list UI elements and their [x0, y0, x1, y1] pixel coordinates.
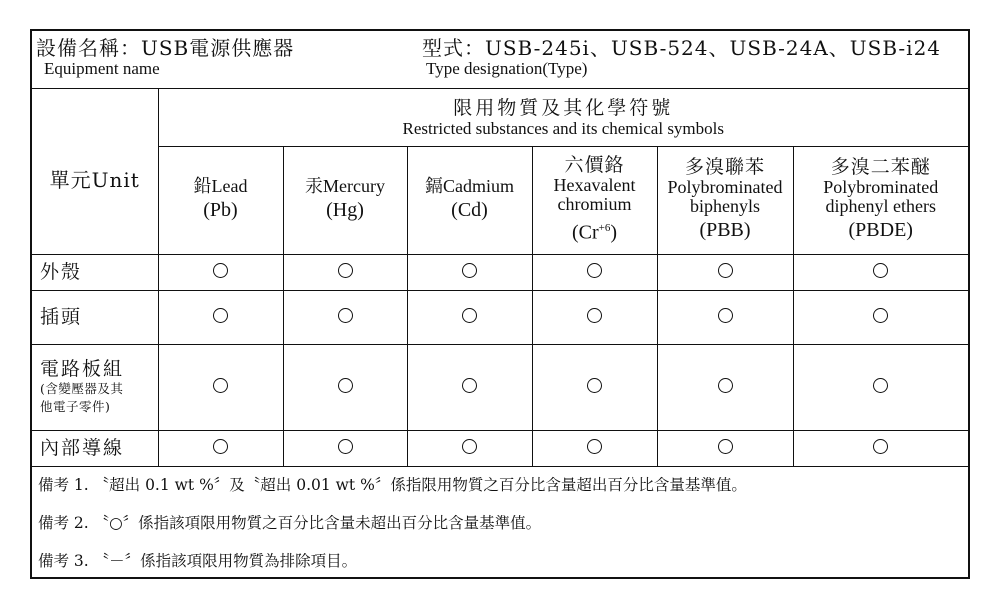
remark-1: 備考 1. 〝超出 0.1 wt %〞及〝超出 0.01 wt %〞係指限用物質之百分比含量超出百分比含量基準值。 [38, 476, 747, 494]
compliant-mark [338, 439, 353, 454]
chromium-symbol: $(Cr^{+6})$ [571, 221, 618, 244]
compliant-mark [718, 378, 733, 393]
compliant-mark [873, 439, 888, 454]
table-row [32, 430, 968, 466]
header-row [32, 31, 968, 89]
compliant-mark [718, 263, 733, 278]
restricted-header-en: Restricted substances and its chemical symbols [402, 118, 724, 138]
type-designation-en: Type designation(Type) [426, 59, 588, 78]
row-label-plug: 插頭 [32, 290, 158, 344]
equipment-name-zh: 設備名稱：USB電源供應器 [36, 36, 295, 60]
compliant-mark [462, 263, 477, 278]
compliant-mark [213, 439, 228, 454]
row-label-internal-wire: 內部導線 [32, 430, 158, 466]
equipment-name-en: Equipment name [44, 59, 160, 78]
compliant-mark [873, 308, 888, 323]
compliant-mark [213, 308, 228, 323]
substance-hexavalent-chromium: 六價鉻 Hexavalent chromium $(Cr^{+6})$ [532, 146, 657, 254]
compliant-mark [338, 378, 353, 393]
compliant-mark [462, 378, 477, 393]
remark-3: 備考 3. 〝－〞係指該項限用物質為排除項目。 [38, 552, 358, 570]
compliant-mark [338, 308, 353, 323]
compliant-mark [462, 439, 477, 454]
row-label-pcb-assembly: 電路板組 (含變壓器及其 他電子零件) [32, 344, 158, 430]
compliant-mark [718, 308, 733, 323]
compliant-mark [587, 308, 602, 323]
equipment-name-cell [36, 37, 294, 78]
unit-header: 單元Unit [32, 89, 158, 254]
compliant-mark [587, 439, 602, 454]
compliant-mark [873, 378, 888, 393]
compliant-mark [213, 263, 228, 278]
compliant-mark [462, 308, 477, 323]
rohs-declaration-table [30, 29, 970, 579]
substance-lead: 鉛Lead (Pb) [158, 146, 283, 254]
compliant-mark [338, 263, 353, 278]
restricted-substances-header [158, 89, 968, 146]
substance-pbb: 多溴聯苯 Polybrominated biphenyls (PBB) [657, 146, 793, 254]
table-row [32, 290, 968, 344]
remark-2: 備考 2. 〝○〞係指該項限用物質之百分比含量未超出百分比含量基準值。 [38, 514, 542, 532]
compliant-mark [587, 263, 602, 278]
compliant-mark [213, 378, 228, 393]
compliant-mark [718, 439, 733, 454]
substance-cadmium: 鎘Cadmium (Cd) [407, 146, 532, 254]
table-row [32, 254, 968, 290]
substance-table [32, 89, 968, 467]
restricted-header-zh: 限用物質及其化學符號 [453, 96, 674, 119]
type-designation-cell [422, 37, 941, 78]
row-label-housing: 外殼 [32, 254, 158, 290]
type-designation-zh: 型式：USB-245i、USB-524、USB-24A、USB-i24 [422, 36, 942, 60]
compliant-mark [873, 263, 888, 278]
compliant-mark [587, 378, 602, 393]
substance-pbde: 多溴二苯醚 Polybrominated diphenyl ethers (PBDE) [793, 146, 968, 254]
substance-mercury: 汞Mercury (Hg) [283, 146, 407, 254]
table-row [32, 344, 968, 430]
